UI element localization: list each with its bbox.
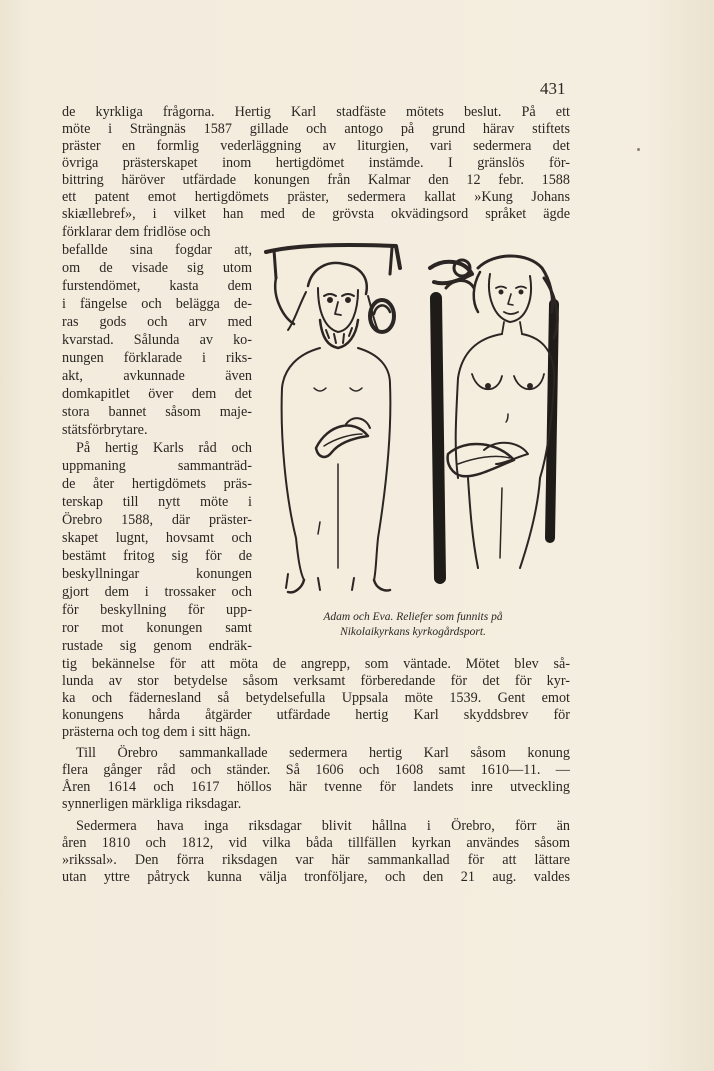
text-line: i fängelse och belägga de- <box>62 296 252 312</box>
adam-figure <box>266 245 400 592</box>
eve-figure <box>430 256 557 578</box>
text-line: terskap till nytt möte i <box>62 494 252 510</box>
text-line: skiællebref», i vilket han med de grövsta okvädingsord språket ägde <box>62 206 570 222</box>
text-line: lunda av stor betydelse såsom verksamt förberedande för det för kyr- <box>62 673 570 689</box>
text-line: bittring häröver utfärdade konungen från Kalmar den 12 febr. 1588 <box>62 172 570 188</box>
text-line: uppmaning sammanträd- <box>62 458 252 474</box>
adam-eve-relief-illustration <box>258 238 564 610</box>
text-line: furstendömet, kasta dem <box>62 278 252 294</box>
text-line: tig bekännelse för att möta de angrepp, som väntade. Mötet blev så- <box>62 656 570 672</box>
text-line: de kyrkliga frågorna. Hertig Karl stadfäste mötets beslut. På ett <box>62 104 570 120</box>
text-line: om de visade sig utom <box>62 260 252 276</box>
text-line: flera gånger råd och ständer. Så 1606 och 1608 samt 1610—11. — <box>62 762 570 778</box>
text-line: ror mot konungen samt <box>62 620 252 636</box>
text-line: domkapitlet över dem det <box>62 386 252 402</box>
text-line: konungens hårda åtgärder utfärdade hertig Karl skyddsbrev för <box>62 707 570 723</box>
text-line: Åren 1614 och 1617 höllos här tvenne för landets inre utveckling <box>62 779 570 795</box>
text-line: Sedermera hava inga riksdagar blivit hållna i Örebro, förr än <box>76 818 570 834</box>
text-line: »rikssal». Den förra riksdagen var här sammankallad för att lättare <box>62 852 570 868</box>
text-line: övriga prästerskapet inom hertigdömet instämde. I gränslös för- <box>62 155 570 171</box>
text-line: akt, avkunnade även <box>62 368 252 384</box>
text-line: stora bannet såsom maje- <box>62 404 252 420</box>
text-line: nungen förklarade i riks- <box>62 350 252 366</box>
figure-caption-line-2: Nikolaikyrkans kyrkogårdsport. <box>340 626 486 638</box>
text-line: stätsförbrytare. <box>62 422 148 438</box>
page-number: 431 <box>540 79 566 98</box>
paper-speck <box>637 148 640 151</box>
text-line: ras gods och arv med <box>62 314 252 330</box>
text-line: de åter hertigdömets präs- <box>62 476 252 492</box>
text-line: gjort dem i trossaker och <box>62 584 252 600</box>
text-line: På hertig Karls råd och <box>76 440 252 456</box>
text-line: förklarar dem fridlöse och <box>62 224 211 240</box>
text-line: beskyllningar konungen <box>62 566 252 582</box>
text-line: utan yttre påtryck kunna välja tronföljare, och den 21 aug. valdes <box>62 869 570 885</box>
text-line: bestämt fritog sig för de <box>62 548 252 564</box>
text-line: för beskyllning för upp- <box>62 602 252 618</box>
text-line: synnerligen märkliga riksdagar. <box>62 796 242 812</box>
text-line: rustade sig genom endräk- <box>62 638 252 654</box>
text-line: prästerna och tog dem i sitt hägn. <box>62 724 251 740</box>
figure-caption-line-1: Adam och Eva. Reliefer som funnits på <box>323 611 503 623</box>
text-line: ka och fädernesland så betydelsefulla Uppsala möte 1539. Gent emot <box>62 690 570 706</box>
text-line: skapet lugnt, hovsamt och <box>62 530 252 546</box>
text-line: möte i Strängnäs 1587 gillade och antogo på grund härav stiftets <box>62 121 570 137</box>
text-line: präster en formlig vederläggning av liturgien, vari sedermera det <box>62 138 570 154</box>
text-line: Till Örebro sammankallade sedermera hertig Karl såsom konung <box>76 745 570 761</box>
text-line: befallde sina fogdar att, <box>62 242 252 258</box>
text-line: kvarstad. Sålunda av ko- <box>62 332 252 348</box>
text-line: ett patent emot hertigdömets präster, sedermera kallat »Kung Johans <box>62 189 570 205</box>
text-line: Örebro 1588, där präster- <box>62 512 252 528</box>
text-line: åren 1810 och 1812, vid vilka båda tillfällen kyrkan användes såsom <box>62 835 570 851</box>
